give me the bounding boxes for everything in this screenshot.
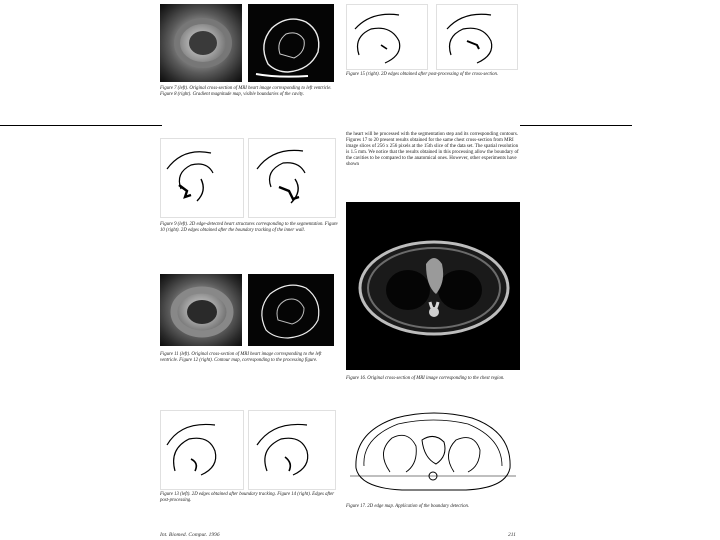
footer-page-number: 211 [508,532,516,538]
figure-caption-4: Figure 13 (left). 2D edges obtained after boundary tracking. Figure 14 (right). Edges after post-processing. [160,492,335,503]
edge-drawing-image-5a [346,4,428,70]
edge-drawing-image-4a [160,410,244,490]
horizontal-rule-right [520,125,632,126]
edge-drawing-image-2b [248,138,336,218]
figure-caption-3: Figure 11 (left). Original cross-section of MRI heart image corresponding to the left ventricle. Figure 12 (right). Contour map, corresponding to the processing figure. [160,352,322,363]
edge-drawing-image-5b [436,4,518,70]
footer-journal: Int. Biomed. Comput. 1996 [160,532,220,538]
edge-map-image-3 [248,274,334,346]
figure-caption-7: Figure 17. 2D edge map. Application of the boundary detection. [346,504,470,509]
horizontal-rule-left [0,125,162,126]
chest-mri-image [346,202,520,370]
chest-contour-drawing [346,402,520,498]
edge-drawing-image-4b [248,410,336,490]
body-text-paragraph: the heart will be processed with the segmentation step and its corresponding contours. Figures 17 to 20 present results obtained for the same chest cross-section from MRI image slices of 256 x 256 pixels at the 15th slice of the data set. The spatial resolution is 1.5 mm. We notice that the results obtained in this processing allow the boundary of the cavities to be compared to the anatomical ones. However, other experiments have shown [346,132,519,168]
mri-slice-image-3 [160,274,242,346]
figure-caption-2: Figure 9 (left). 2D edge-detected heart structures corresponding to the segmentation. Figure 10 (right). 2D edges obtained after the boundary tracking of the inner wall. [160,222,338,233]
edge-drawing-image-2a [160,138,244,218]
figure-caption-5: Figure 15 (right). 2D edges obtained after post-processing of the cross-section. [346,72,499,77]
edge-map-image-1 [248,4,334,82]
figure-caption-1: Figure 7 (left). Original cross-section of MRI heart image corresponding to left ventricle. Figure 8 (right). Gradient magnitude map, visible boundaries of the cavity. [160,86,332,97]
figure-caption-6: Figure 16. Original cross-section of MRI image corresponding to the chest region. [346,376,505,381]
mri-slice-image-1 [160,4,242,82]
